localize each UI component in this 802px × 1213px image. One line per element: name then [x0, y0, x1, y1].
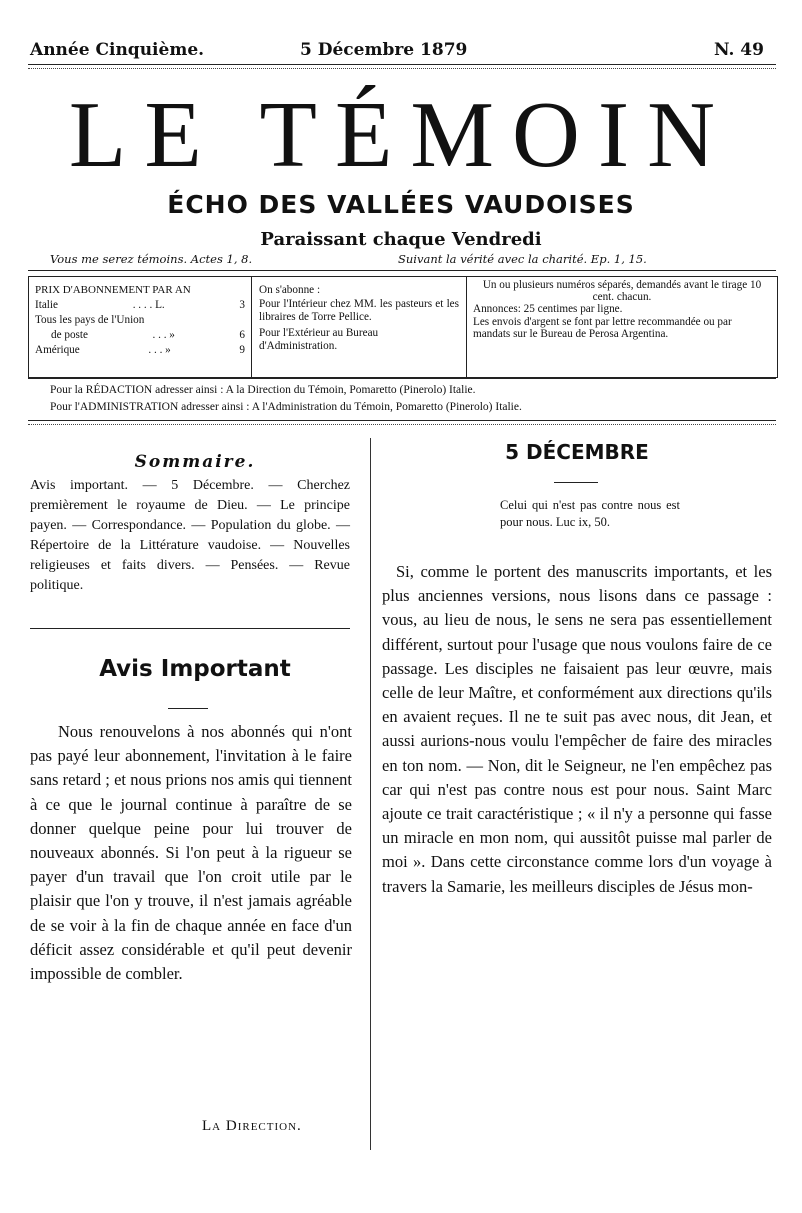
avis-title: Avis Important — [99, 656, 291, 682]
price-label: de poste — [51, 329, 88, 341]
price-value: 3 — [239, 299, 245, 311]
subscription-notes — [473, 279, 771, 340]
price-list — [35, 283, 245, 358]
numbers-note: Un ou plusieurs numéros séparés, demandés avant le tirage 10 cent. chacun. — [482, 279, 762, 303]
address-rule-top — [28, 378, 776, 379]
price-dots: . . . . L. — [132, 299, 165, 311]
where-exterior: Pour l'Extérieur au Bureau d'Administration. — [259, 327, 379, 352]
newspaper-title: LE TÉMOIN — [68, 83, 734, 187]
where-heading: On s'abonne : — [259, 284, 321, 296]
signature: La Direction. — [202, 1118, 302, 1134]
article-title: 5 DÉCEMBRE — [505, 440, 649, 464]
price-row — [35, 343, 245, 358]
box-divider-1 — [251, 277, 252, 377]
price-label: Italie — [35, 299, 58, 311]
issue-number: N. 49 — [714, 40, 764, 60]
price-heading: PRIX D'ABONNEMENT PAR AN — [35, 284, 191, 296]
issue-date: 5 Décembre 1879 — [300, 40, 468, 60]
price-value: 6 — [239, 329, 245, 341]
box-divider-2 — [466, 277, 467, 377]
price-value: 9 — [239, 344, 245, 356]
header-rule — [28, 64, 776, 65]
price-row — [35, 298, 245, 313]
subscription-box — [28, 276, 778, 378]
price-label: Amérique — [35, 344, 80, 356]
price-dots: . . . » — [148, 344, 171, 356]
year-label: Année Cinquième. — [30, 40, 205, 60]
where-interior: Pour l'Intérieur chez MM. les pasteurs et les libraires de Torre Pellice. — [259, 298, 459, 323]
motto-right: Suivant la vérité avec la charité. Ep. 1, 15. — [398, 252, 647, 266]
newspaper-subtitle: ÉCHO DES VALLÉES VAUDOISES — [167, 190, 635, 219]
subscription-where — [259, 283, 459, 353]
address-rule-bottom — [28, 420, 776, 421]
avis-rule — [168, 708, 208, 709]
sommaire-text: Avis important. — 5 Décembre. — Cherchez premièrement le royaume de Dieu. — Le principe payen. — Correspondance. — Population du globe. — Répertoire de la Littérature vaudoise. — Nouvelles religieuses et faits divers. — Pensées. — Revue politique. — [30, 478, 350, 593]
epigraph: Celui qui n'est pas contre nous est pour nous. Luc ix, 50. — [500, 498, 680, 529]
column-divider — [370, 438, 371, 1150]
avis-text: Nous renouvelons à nos abonnés qui n'ont pas payé leur abonnement, l'invitation à le faire sans retard ; et nous prions nos amis qui tiennent à ce que le journal continue à paraître de se donner quelque peine pour lui trouver de nouveaux abonnés. Si l'on peut à la rigueur se payer d'un travail que l'on croit utile par le plaisir que l'on y trouve, il n'est jamais agréable de se voir à la fin de chaque année en face d'un déficit assez considérable et qu'il peut devenir impossible de combler. — [30, 722, 352, 984]
price-dots: . . . » — [152, 329, 175, 341]
administration-address: Pour l'ADMINISTRATION adresser ainsi : A l'Administration du Témoin, Pomaretto (Pinerolo) Italie. — [50, 401, 522, 413]
masthead-rule — [28, 270, 776, 271]
publication-frequency: Paraissant chaque Vendredi — [260, 229, 542, 250]
envois-note: Les envois d'argent se font par lettre recommandée ou par mandats sur le Bureau de Perosa Argentina. — [473, 316, 732, 340]
price-row — [35, 313, 245, 328]
redaction-address: Pour la RÉDACTION adresser ainsi : A la Direction du Témoin, Pomaretto (Pinerolo) Italie. — [50, 384, 476, 396]
annonces-note: Annonces: 25 centimes par ligne. — [473, 303, 623, 315]
article-body: Si, comme le portent des manuscrits importants, et les plus anciennes versions, nous lisons dans ce passage : vous, au lieu de nous, le sens ne sera pas essentiellement différent, surtout pour l'usage que nous voulons faire de ce passage. Les disciples ne faisaient pas leur œuvre, mais celle de leur Maître, et conformément aux directions qu'ils en avaient reçues. Il ne te suit pas avec nous, dit Jean, et aussi aurions-nous voulu l'empêcher de faire des miracles en ton nom. — Non, dit le Seigneur, ne l'en empêchez pas car qui n'est pas contre nous est pour nous. Saint Marc ajoute ce trait caractéristique ; « il n'y a personne qui fasse un miracle en mon nom, qui aussitôt puisse mal parler de moi ». Dans cette circonstance comme lors d'un voyage à travers la Samarie, les meilleurs disciples de Jésus mon- — [382, 562, 772, 896]
price-label: Tous les pays de l'Union — [35, 314, 145, 326]
sommaire-title: Sommaire. — [134, 452, 256, 472]
motto-left: Vous me serez témoins. Actes 1, 8. — [50, 252, 253, 266]
address-rule-thin — [28, 424, 776, 425]
article-title-rule — [554, 482, 598, 483]
sommaire-rule — [30, 628, 350, 629]
price-row — [35, 328, 245, 343]
header-rule-thin — [28, 68, 776, 69]
